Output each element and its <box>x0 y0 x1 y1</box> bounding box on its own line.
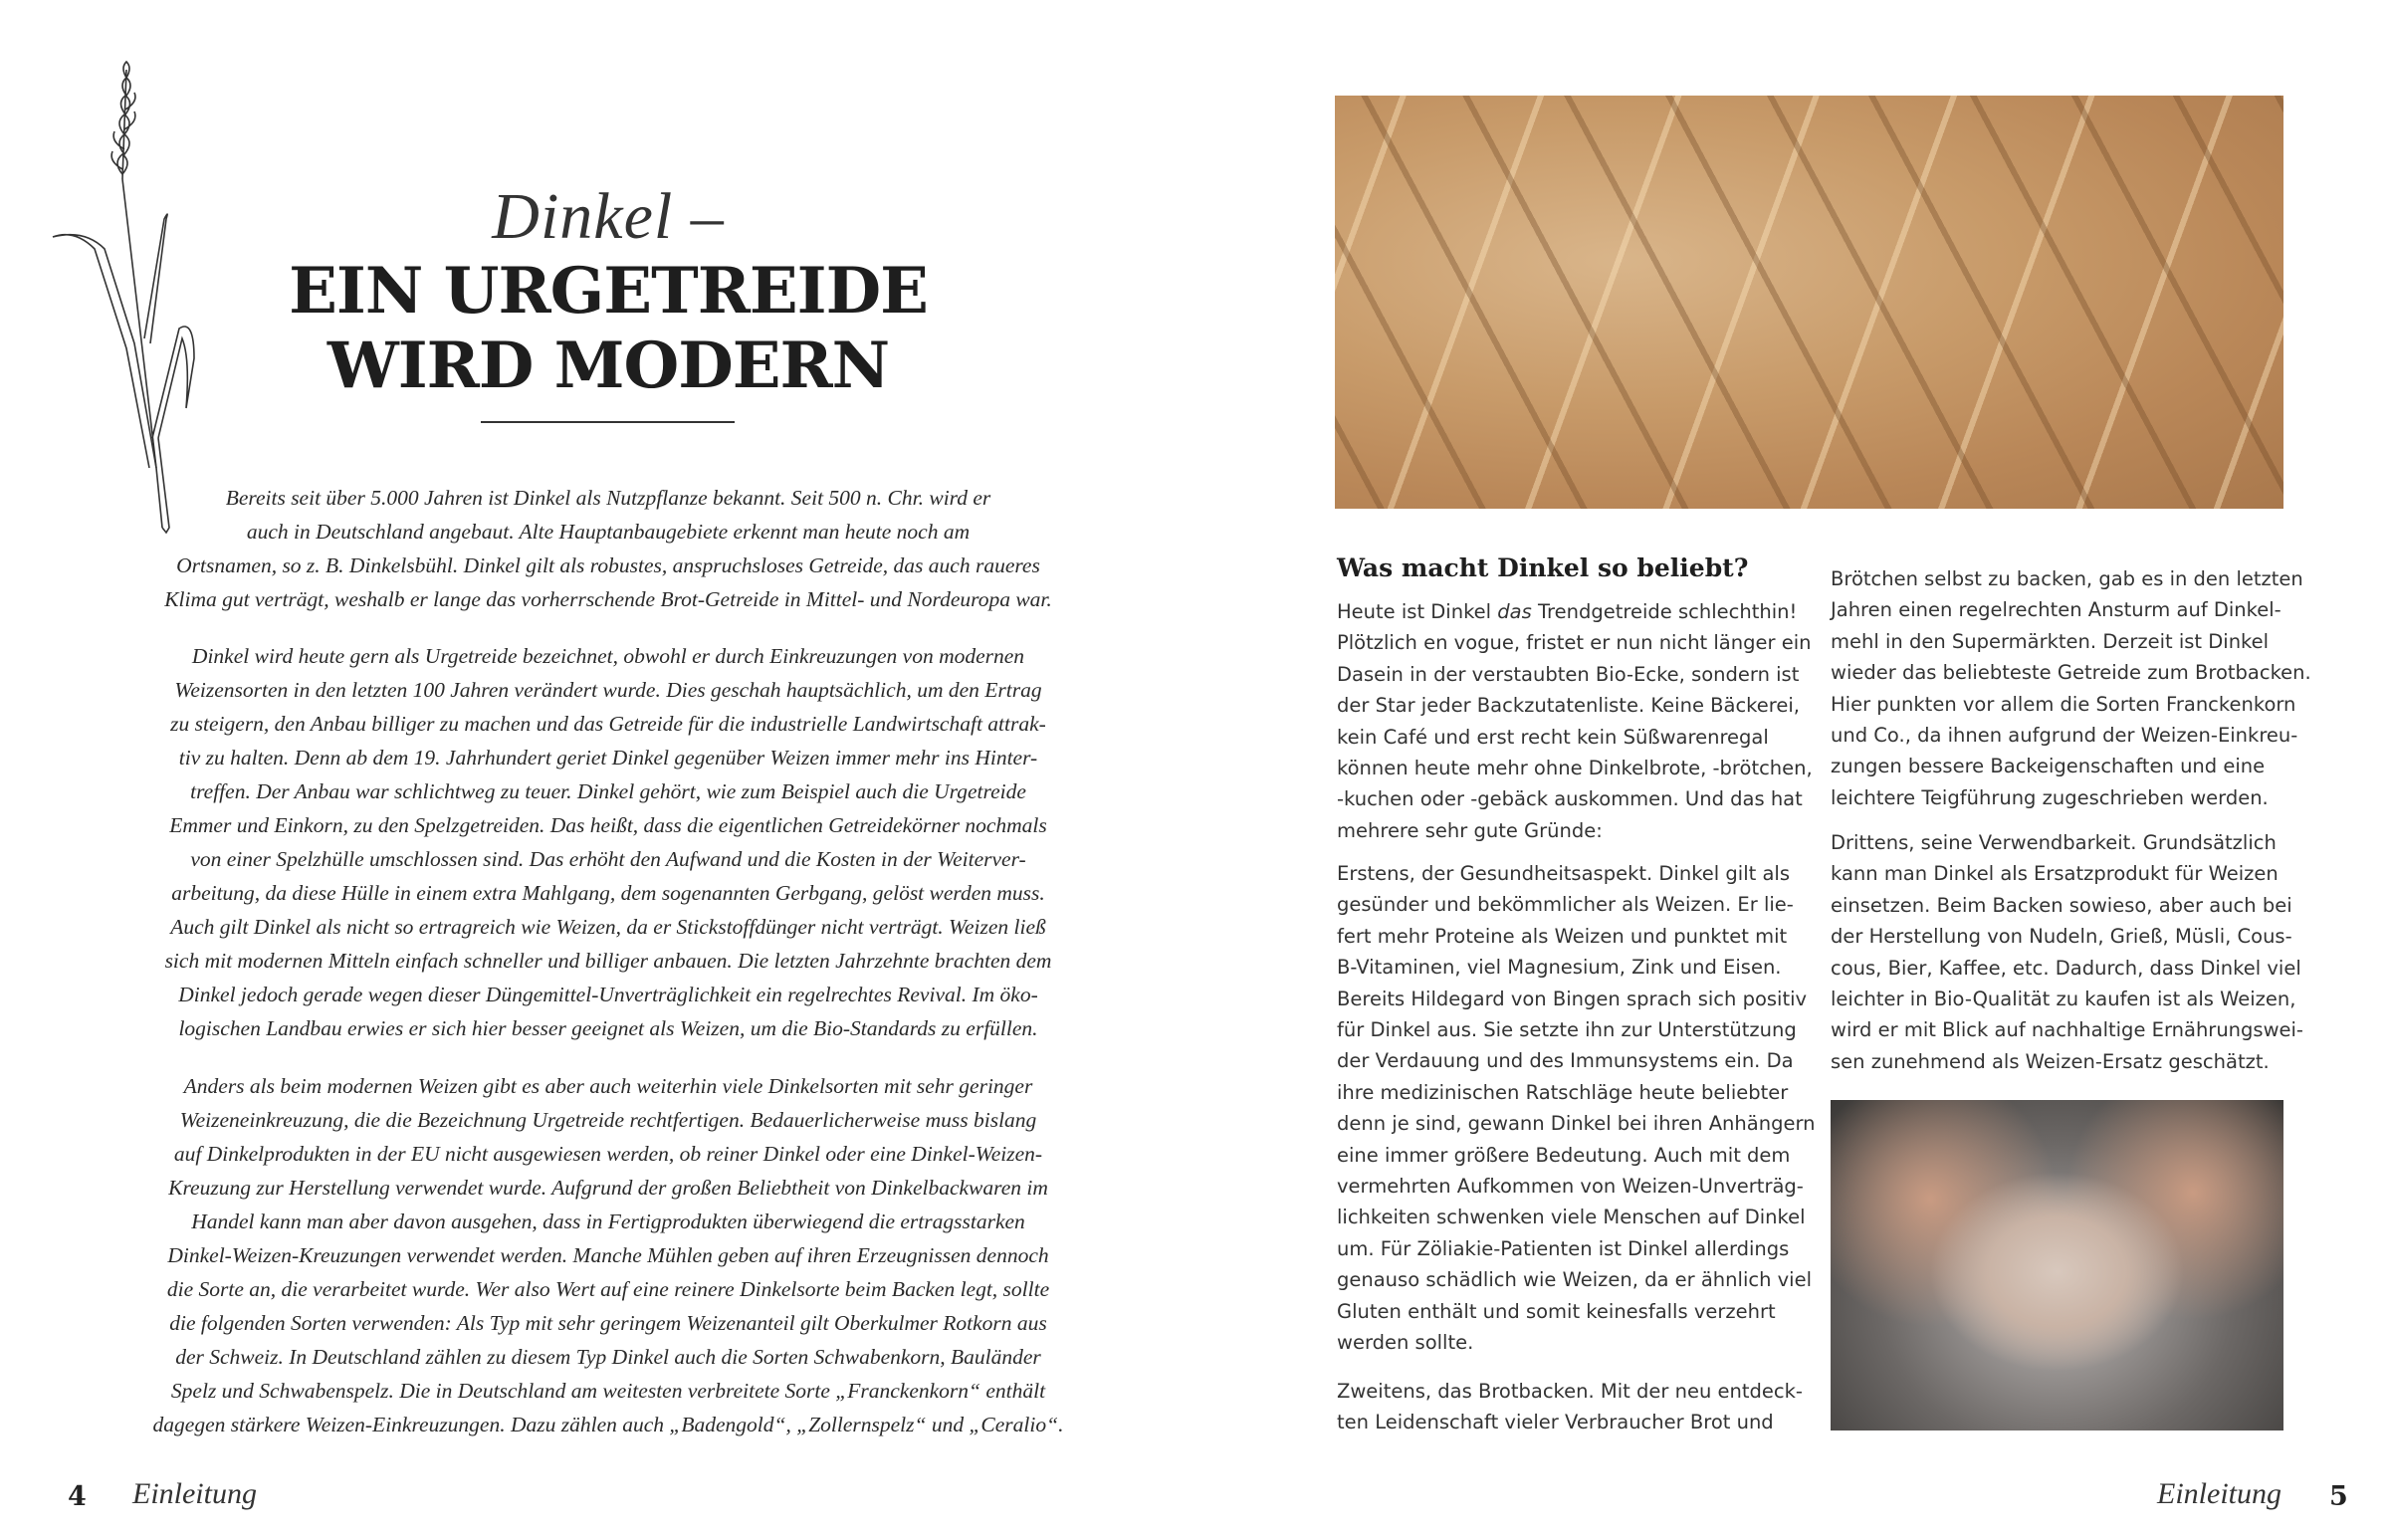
text-line: Erstens, der Gesundheitsaspekt. Dinkel gilt als <box>1337 862 1790 885</box>
text-line: die Sorte an, die verarbeitet wurde. Wer also Wert auf eine reinere Dinkelsorte beim Backen legt, sollte <box>166 1277 1050 1301</box>
column1-paragraph-2 <box>1337 858 1816 1359</box>
flour-heart-hands-photo <box>1831 1100 2283 1430</box>
text-line: Weizeneinkreuzung, die die Bezeichnung Urgetreide rechtfertigen. Bedauerlicherweise muss bislang <box>179 1108 1037 1132</box>
page-number-left: 4 <box>68 1481 87 1512</box>
page-number-right: 5 <box>2329 1481 2348 1512</box>
text-line: der Star jeder Backzutatenliste. Keine Bäckerei, <box>1337 694 1800 718</box>
intro-paragraph-2 <box>130 639 1086 1045</box>
footer-section-left: Einleitung <box>132 1477 257 1510</box>
text-line: Weizensorten in den letzten 100 Jahren verändert wurde. Dies geschah hauptsächlich, um den Ertrag <box>174 678 1042 702</box>
text-line: logischen Landbau erwies er sich hier besser geeignet als Weizen, um die Bio-Standards zu erfüllen. <box>178 1016 1038 1040</box>
text-line: ten Leidenschaft vieler Verbraucher Brot und <box>1337 1411 1774 1434</box>
text-line: sen zunehmend als Weizen-Ersatz geschätzt. <box>1831 1049 2270 1073</box>
text-line: der Schweiz. In Deutschland zählen zu diesem Typ Dinkel auch die Sorten Schwabenkorn, Bauländer <box>175 1345 1041 1369</box>
text-line: Bereits Hildegard von Bingen sprach sich positiv <box>1337 987 1808 1010</box>
text-line: Jahren einen regelrechten Ansturm auf Dinkel- <box>1831 598 2281 622</box>
section-heading: Was macht Dinkel so beliebt? <box>1337 553 1749 582</box>
column1-paragraph-1 <box>1337 596 1813 846</box>
text-line: mehl in den Supermärkten. Derzeit ist Dinkel <box>1831 629 2270 653</box>
text-line: Spelz und Schwabenspelz. Die in Deutschland am weitesten verbreitete Sorte „Franckenkorn“ enthält <box>170 1379 1046 1403</box>
text-line: Ortsnamen, so z. B. Dinkelsbühl. Dinkel gilt als robustes, anspruchsloses Getreide, das auch raueres <box>176 553 1040 577</box>
intro-paragraph-1 <box>130 481 1086 616</box>
column2-paragraph-1 <box>1831 563 2311 813</box>
text-line: treffen. Der Anbau war schlichtweg zu teuer. Dinkel gehört, wie zum Beispiel auch die Urgetreide <box>190 779 1026 803</box>
text-line: Handel kann man aber davon ausgehen, dass in Fertigprodukten überwiegend die ertragsstarken <box>191 1210 1025 1233</box>
text-line: zu steigern, den Anbau billiger zu machen und das Getreide für die industrielle Landwirtschaft attrak- <box>170 712 1046 736</box>
text-line: dagegen stärkere Weizen-Einkreuzungen. Dazu zählen auch „Badengold“, „Zollernspelz“ und „Ceralio“. <box>152 1413 1064 1436</box>
column1-paragraph-3 <box>1337 1376 1803 1438</box>
text-line: -kuchen oder -gebäck auskommen. Und das hat <box>1337 787 1803 811</box>
text-line: gesünder und bekömmlicher als Weizen. Er lie- <box>1337 893 1794 917</box>
text-line: von einer Spelzhülle umschlossen sind. Das erhöht den Aufwand und die Kosten in der Weiterver- <box>190 847 1026 871</box>
text-line: werden sollte. <box>1337 1331 1474 1355</box>
text-line: um. Für Zöliakie-Patienten ist Dinkel allerdings <box>1337 1236 1790 1260</box>
text-line: B-Vitaminen, viel Magnesium, Zink und Eisen. <box>1337 956 1782 980</box>
text-line: der Herstellung von Nudeln, Grieß, Müsli, Cous- <box>1831 925 2292 949</box>
text-line: die folgenden Sorten verwenden: Als Typ mit sehr geringem Weizenanteil gilt Oberkulmer Rotkorn aus <box>169 1311 1047 1335</box>
text-line: Gluten enthält und somit keinesfalls verzehrt <box>1337 1299 1776 1323</box>
text-line: eine immer größere Bedeutung. Auch mit dem <box>1337 1143 1791 1167</box>
text-line: Brötchen selbst zu backen, gab es in den letzten <box>1831 567 2303 590</box>
text-line: auf Dinkelprodukten in der EU nicht ausgewiesen werden, ob reiner Dinkel oder eine Dinkel-Weizen- <box>173 1142 1043 1166</box>
text-line: sich mit modernen Mitteln einfach schneller und billiger anbauen. Die letzten Jahrzehnte brachten dem <box>164 949 1052 973</box>
column2-paragraph-2 <box>1831 827 2303 1077</box>
text-line: für Dinkel aus. Sie setzte ihn zur Unterstützung <box>1337 1018 1797 1042</box>
text-line: fert mehr Proteine als Weizen und punktet mit <box>1337 924 1788 948</box>
text-line: einsetzen. Beim Backen sowieso, aber auch bei <box>1831 893 2292 917</box>
text-line: Auch gilt Dinkel als nicht so ertragreich wie Weizen, da er Stickstoffdünger nicht verträgt. Weizen ließ <box>170 915 1046 939</box>
text-line: leichter in Bio-Qualität zu kaufen ist als Weizen, <box>1831 988 2296 1011</box>
text-line: leichtere Teigführung zugeschrieben werden. <box>1831 785 2269 809</box>
chapter-kicker: Dinkel – <box>492 180 725 253</box>
text-line: Heute ist Dinkel das Trendgetreide schlechthin! <box>1337 600 1798 623</box>
text-line: arbeitung, da diese Hülle in einem extra Mahlgang, dem sogenannten Gerbgang, gelöst werden muss. <box>171 881 1045 905</box>
text-line: mehrere sehr gute Gründe: <box>1337 818 1603 842</box>
chapter-title-line-1: EIN URGETREIDE <box>289 254 928 329</box>
title-divider <box>481 421 735 423</box>
text-line: Dinkel wird heute gern als Urgetreide bezeichnet, obwohl er durch Einkreuzungen von modernen <box>191 644 1025 668</box>
text-line: der Verdauung und des Immunsystems ein. Da <box>1337 1049 1794 1073</box>
text-line: Bereits seit über 5.000 Jahren ist Dinkel als Nutzpflanze bekannt. Seit 500 n. Chr. wird er <box>225 486 991 510</box>
text-line: Kreuzung zur Herstellung verwendet wurde. Aufgrund der großen Beliebtheit von Dinkelbackwaren im <box>168 1176 1048 1200</box>
intro-paragraph-3 <box>130 1069 1086 1441</box>
text-line: cous, Bier, Kaffee, etc. Dadurch, dass Dinkel viel <box>1831 956 2301 980</box>
text-line: Emmer und Einkorn, zu den Spelzgetreiden. Das heißt, dass die eigentlichen Getreidekörner nochmals <box>169 813 1047 837</box>
text-line: vermehrten Aufkommen von Weizen-Unverträg- <box>1337 1175 1804 1199</box>
text-line: Plötzlich en vogue, fristet er nun nicht länger ein <box>1337 631 1812 655</box>
text-line: ihre medizinischen Ratschläge heute beliebter <box>1337 1080 1789 1104</box>
text-line: wird er mit Blick auf nachhaltige Ernährungswei- <box>1831 1018 2303 1042</box>
text-line: Dinkel-Weizen-Kreuzungen verwendet werden. Manche Mühlen geben auf ihren Erzeugnissen dennoch <box>167 1243 1049 1267</box>
text-line: zungen bessere Backeigenschaften und eine <box>1831 755 2266 778</box>
text-line: lichkeiten schwenken viele Menschen auf Dinkel <box>1337 1206 1806 1229</box>
text-line: wieder das beliebteste Getreide zum Brotbacken. <box>1831 661 2311 685</box>
text-line: Zweitens, das Brotbacken. Mit der neu entdeck- <box>1337 1380 1803 1403</box>
spelt-field-photo <box>1335 96 2283 509</box>
text-line: Klima gut verträgt, weshalb er lange das vorherrschende Brot-Getreide in Mittel- und Nordeuropa war. <box>164 587 1052 611</box>
text-line: genauso schädlich wie Weizen, da er ähnlich viel <box>1337 1268 1813 1292</box>
text-line: denn je sind, gewann Dinkel bei ihren Anhängern <box>1337 1112 1816 1136</box>
text-line: und Co., da ihnen aufgrund der Weizen-Einkreu- <box>1831 724 2298 748</box>
text-line: kann man Dinkel als Ersatzprodukt für Weizen <box>1831 862 2279 886</box>
chapter-title-line-2: WIRD MODERN <box>326 329 890 403</box>
text-line: Hier punkten vor allem die Sorten Franckenkorn <box>1831 692 2296 716</box>
text-line: Dasein in der verstaubten Bio-Ecke, sondern ist <box>1337 662 1800 686</box>
footer-section-right: Einleitung <box>2157 1477 2281 1510</box>
text-line: Anders als beim modernen Weizen gibt es aber auch weiterhin viele Dinkelsorten mit sehr geringer <box>183 1074 1033 1098</box>
text-line: tiv zu halten. Denn ab dem 19. Jahrhundert geriet Dinkel gegenüber Weizen immer mehr ins Hinter- <box>178 746 1038 770</box>
text-line: Drittens, seine Verwendbarkeit. Grundsätzlich <box>1831 831 2277 854</box>
text-line: Dinkel jedoch gerade wegen dieser Düngemittel-Unverträglichkeit ein regelrechtes Revival. Im öko- <box>178 983 1038 1006</box>
text-line: können heute mehr ohne Dinkelbrote, -brötchen, <box>1337 757 1813 780</box>
text-line: kein Café und erst recht kein Süßwarenregal <box>1337 725 1769 749</box>
text-line: auch in Deutschland angebaut. Alte Hauptanbaugebiete erkennt man heute noch am <box>246 520 971 544</box>
